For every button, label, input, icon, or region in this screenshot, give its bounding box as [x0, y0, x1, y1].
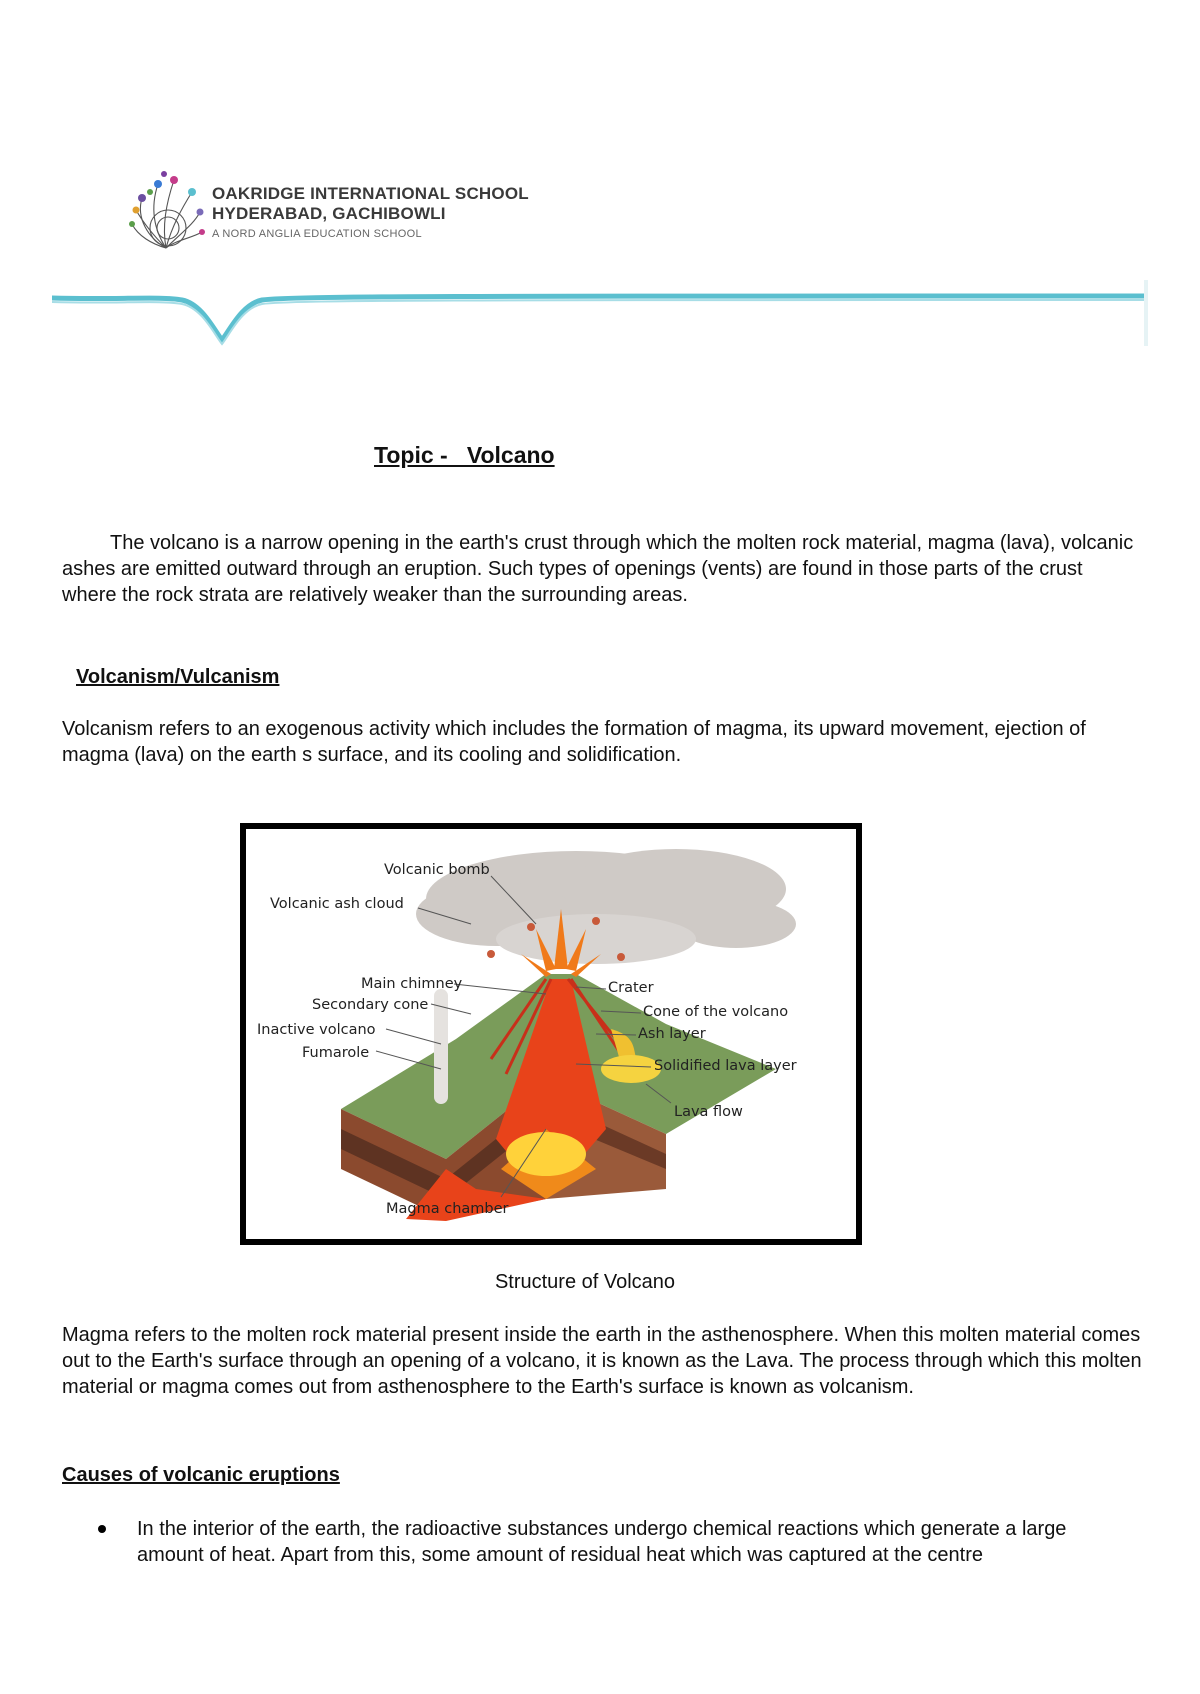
causes-heading: Causes of volcanic eruptions — [62, 1464, 340, 1486]
label-ash-cloud: Volcanic ash cloud — [270, 896, 404, 912]
volcanism-heading: Volcanism/Vulcanism — [76, 666, 280, 688]
school-name-line1: OAKRIDGE INTERNATIONAL SCHOOL — [212, 184, 529, 203]
label-lava-flow: Lava flow — [674, 1104, 743, 1120]
label-volcanic-bomb: Volcanic bomb — [384, 862, 490, 878]
label-secondary-cone: Secondary cone — [312, 997, 429, 1013]
intro-paragraph: The volcano is a narrow opening in the earth's crust through which the molten rock material, magma (lava), volcanic ashes are emitted outward through an eruption. Such types of openings (vents) are found in those parts of the crust where the rock strata are relatively weaker than the surrounding areas. — [62, 532, 1134, 606]
list-item-text: In the interior of the earth, the radioactive substances undergo chemical reactions which generate a large amount of heat. Apart from this, some amount of residual heat which was captured at the centre — [137, 1518, 1067, 1566]
label-crater: Crater — [608, 980, 654, 996]
label-ash-layer: Ash layer — [638, 1026, 706, 1042]
volcano-illustration — [246, 829, 856, 1239]
school-logo — [128, 168, 206, 254]
volcano-diagram — [240, 823, 862, 1245]
label-solidified-lava: Solidified lava layer — [654, 1058, 797, 1074]
label-main-chimney: Main chimney — [361, 976, 463, 992]
label-inactive-volcano: Inactive volcano — [257, 1022, 376, 1038]
topic-title: Topic - Volcano — [374, 442, 555, 468]
diagram-caption: Structure of Volcano — [494, 1271, 676, 1293]
magma-paragraph: Magma refers to the molten rock material present inside the earth in the asthenosphere. When this molten material comes out to the Earth's surface through an opening of a volcano, it is known as the Lava. The process through which this molten material or magma comes out from asthenosphere to the Earth's surface is known as volcanism. — [62, 1324, 1142, 1398]
volcanism-paragraph: Volcanism refers to an exogenous activity which includes the formation of magma, its upward movement, ejection of magma (lava) on the earth s surface, and its cooling and solidification. — [62, 718, 1086, 766]
header-divider — [52, 280, 1148, 346]
school-name-line2: HYDERABAD, GACHIBOWLI — [212, 204, 446, 223]
list-item — [98, 1516, 1138, 1568]
school-emblem-icon — [128, 168, 206, 254]
school-tagline: A NORD ANGLIA EDUCATION SCHOOL — [212, 228, 422, 240]
causes-list — [98, 1516, 1138, 1568]
label-cone: Cone of the volcano — [643, 1004, 789, 1020]
label-magma-chamber: Magma chamber — [386, 1201, 509, 1217]
bullet-icon — [98, 1525, 106, 1533]
label-fumarole: Fumarole — [302, 1045, 370, 1061]
